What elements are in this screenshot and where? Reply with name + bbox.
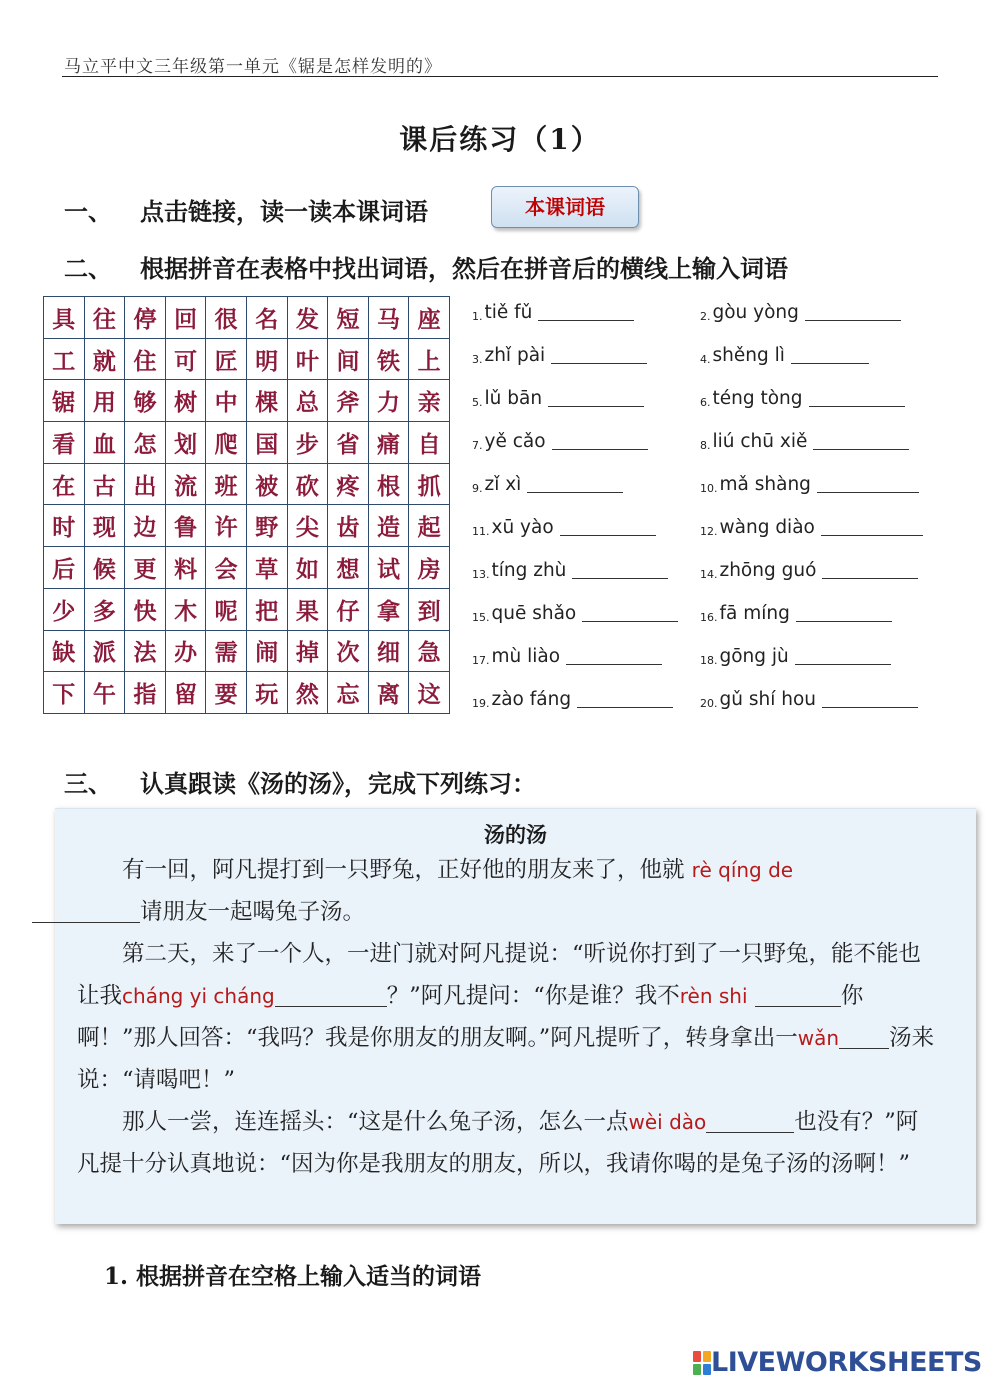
story-paragraph-1: [77, 849, 937, 933]
pinyin-exercise-item: [472, 560, 668, 581]
grid-cell: 然: [287, 672, 328, 714]
pinyin-exercise-item: [472, 646, 662, 667]
answer-line[interactable]: [552, 431, 648, 450]
story-text: 第二天，来了一个人，一进门就对阿凡提说：“听说你打到了一只野兔，能不能也让我: [77, 941, 922, 1009]
grid-cell: 座: [409, 297, 450, 339]
grid-cell: 候: [84, 547, 125, 589]
exercise-number: 6.: [700, 396, 711, 409]
exercise-pinyin: zào fáng: [491, 689, 572, 710]
grid-cell: 血: [84, 422, 125, 464]
exercise-number: 7.: [472, 439, 483, 452]
grid-cell: 更: [125, 547, 166, 589]
story-text: 你啊！”那人回答：“我吗？我是你朋友的朋友啊。”阿凡提听了，转身拿出一: [77, 983, 864, 1051]
grid-cell: 回: [165, 297, 206, 339]
grid-cell: 多: [84, 588, 125, 630]
grid-cell: 古: [84, 463, 125, 505]
grid-cell: 后: [44, 547, 85, 589]
grid-cell: 少: [44, 588, 85, 630]
exercise-number: 17.: [472, 654, 490, 667]
story-paragraph-3: [77, 1101, 937, 1185]
grid-cell: 呢: [206, 588, 247, 630]
exercise-pinyin: zǐ xì: [484, 474, 522, 495]
grid-cell: 尖: [287, 505, 328, 547]
grid-cell: 工: [44, 338, 85, 380]
answer-line[interactable]: [551, 345, 647, 364]
grid-cell: 掉: [287, 630, 328, 672]
grid-cell: 上: [409, 338, 450, 380]
grid-cell: 间: [328, 338, 369, 380]
grid-cell: 根: [368, 463, 409, 505]
grid-cell: 够: [125, 380, 166, 422]
section-2-text: 根据拼音在表格中找出词语，然后在拼音后的横线上输入词语: [140, 254, 788, 283]
grid-cell: 拿: [368, 588, 409, 630]
answer-line[interactable]: [817, 474, 919, 493]
exercise-pinyin: tíng zhù: [491, 560, 567, 581]
grid-cell: 会: [206, 547, 247, 589]
exercise-pinyin: gǔ shí hou: [719, 689, 817, 710]
exercise-pinyin: tiě fǔ: [484, 302, 533, 323]
liveworksheets-logo-icon: [693, 1351, 711, 1375]
grid-cell: 料: [165, 547, 206, 589]
lesson-words-link-button[interactable]: 本课词语: [491, 186, 639, 228]
grid-cell: 树: [165, 380, 206, 422]
exercise-pinyin: téng tòng: [712, 388, 803, 409]
grid-cell: 看: [44, 422, 85, 464]
grid-cell: 力: [368, 380, 409, 422]
grid-cell: 中: [206, 380, 247, 422]
task-1-instruction: 1. 根据拼音在空格上输入适当的词语: [104, 1263, 482, 1290]
pinyin-hint: wèi dào: [628, 1110, 707, 1134]
grid-cell: 缺: [44, 630, 85, 672]
story-text: 汤来说：“请喝吧！”: [77, 1025, 935, 1093]
grid-cell: 果: [287, 588, 328, 630]
grid-cell: 爬: [206, 422, 247, 464]
grid-cell: 鲁: [165, 505, 206, 547]
exercise-pinyin: liú chū xiě: [712, 431, 808, 452]
grid-cell: 法: [125, 630, 166, 672]
grid-row: [44, 338, 450, 380]
story-title: 汤的汤: [484, 822, 547, 847]
grid-cell: 午: [84, 672, 125, 714]
grid-cell: 起: [409, 505, 450, 547]
pinyin-exercise-item: [472, 431, 648, 452]
story-panel: [55, 808, 976, 1224]
grid-cell: 房: [409, 547, 450, 589]
grid-cell: 时: [44, 505, 85, 547]
exercise-pinyin: shěng lì: [712, 345, 785, 366]
story-body: [77, 849, 937, 1185]
grid-cell: 往: [84, 297, 125, 339]
exercise-pinyin: lǔ bān: [484, 388, 543, 409]
grid-cell: 划: [165, 422, 206, 464]
grid-cell: 要: [206, 672, 247, 714]
pinyin-exercise-item: [472, 302, 634, 323]
pinyin-exercise-item: [700, 388, 905, 409]
exercise-number: 4.: [700, 353, 711, 366]
pinyin-hint: rè qíng de: [691, 858, 794, 882]
pinyin-exercise-item: [472, 388, 644, 409]
exercise-pinyin: fā míng: [719, 603, 790, 624]
grid-row: [44, 380, 450, 422]
grid-cell: 草: [246, 547, 287, 589]
logo-wordmark: LIVEWORKSHEETS: [711, 1347, 982, 1378]
grid-cell: 如: [287, 547, 328, 589]
grid-cell: 细: [368, 630, 409, 672]
grid-cell: 具: [44, 297, 85, 339]
grid-cell: 需: [206, 630, 247, 672]
exercise-number: 14.: [700, 568, 718, 581]
answer-line[interactable]: [548, 388, 644, 407]
answer-line[interactable]: [805, 302, 901, 321]
answer-line[interactable]: [572, 560, 668, 579]
answer-line[interactable]: [560, 517, 656, 536]
grid-cell: 用: [84, 380, 125, 422]
answer-line[interactable]: [796, 603, 892, 622]
answer-line[interactable]: [791, 345, 869, 364]
answer-blank[interactable]: [839, 1028, 889, 1049]
exercise-number: 12.: [700, 525, 718, 538]
grid-cell: 锯: [44, 380, 85, 422]
exercise-pinyin: gòu yòng: [712, 302, 799, 323]
pinyin-exercise-item: [472, 517, 656, 538]
pinyin-exercise-item: [472, 689, 673, 710]
pinyin-hint: wǎn: [797, 1026, 840, 1050]
exercise-number: 16.: [700, 611, 718, 624]
exercise-number: 15.: [472, 611, 490, 624]
pinyin-exercise-list: [472, 296, 942, 716]
section-1-text: 点击链接，读一读本课词语: [140, 197, 428, 226]
answer-blank[interactable]: [755, 986, 841, 1007]
pinyin-exercise-item: [700, 646, 891, 667]
grid-row: [44, 630, 450, 672]
grid-cell: 闹: [246, 630, 287, 672]
grid-cell: 疼: [328, 463, 369, 505]
answer-line[interactable]: [566, 646, 662, 665]
grid-cell: 下: [44, 672, 85, 714]
grid-cell: 离: [368, 672, 409, 714]
exercise-number: 2.: [700, 310, 711, 323]
liveworksheets-logo: [693, 1347, 982, 1377]
exercise-pinyin: xū yào: [491, 517, 554, 538]
grid-row: [44, 422, 450, 464]
pinyin-exercise-item: [472, 345, 647, 366]
answer-line[interactable]: [813, 431, 909, 450]
grid-cell: 木: [165, 588, 206, 630]
grid-cell: 边: [125, 505, 166, 547]
grid-cell: 把: [246, 588, 287, 630]
answer-line[interactable]: [582, 603, 678, 622]
grid-cell: 快: [125, 588, 166, 630]
course-header: 马立平中文三年级第一单元《锯是怎样发明的》: [64, 57, 442, 77]
grid-row: [44, 505, 450, 547]
answer-blank[interactable]: [706, 1112, 794, 1133]
grid-cell: 被: [246, 463, 287, 505]
grid-cell: 匠: [206, 338, 247, 380]
answer-line[interactable]: [822, 689, 918, 708]
pinyin-hint: cháng yi cháng: [122, 984, 275, 1008]
grid-cell: 步: [287, 422, 328, 464]
answer-blank[interactable]: [32, 902, 140, 923]
header-divider: [62, 76, 938, 77]
answer-blank[interactable]: [275, 986, 387, 1007]
exercise-number: 11.: [472, 525, 490, 538]
exercise-pinyin: quē shǎo: [491, 603, 577, 624]
grid-cell: 停: [125, 297, 166, 339]
exercise-number: 13.: [472, 568, 490, 581]
grid-cell: 省: [328, 422, 369, 464]
section-2-heading: [64, 249, 788, 284]
pinyin-hint: rèn shi: [679, 984, 748, 1008]
grid-cell: 想: [328, 547, 369, 589]
answer-line[interactable]: [538, 302, 634, 321]
grid-cell: 住: [125, 338, 166, 380]
grid-cell: 仔: [328, 588, 369, 630]
section-3-text: 认真跟读《汤的汤》，完成下列练习：: [140, 769, 536, 798]
grid-cell: 到: [409, 588, 450, 630]
grid-cell: 抓: [409, 463, 450, 505]
answer-line[interactable]: [527, 474, 623, 493]
story-paragraph-2: [77, 933, 937, 1101]
grid-cell: 怎: [125, 422, 166, 464]
grid-cell: 就: [84, 338, 125, 380]
grid-cell: 次: [328, 630, 369, 672]
grid-cell: 急: [409, 630, 450, 672]
story-text: ？”阿凡提问：“你是谁？我不: [386, 983, 680, 1009]
exercise-pinyin: mǎ shàng: [719, 474, 811, 495]
pinyin-exercise-item: [700, 431, 909, 452]
section-1-number: 一、: [64, 197, 112, 226]
exercise-pinyin: zhǐ pài: [484, 345, 546, 366]
pinyin-exercise-item: [700, 603, 892, 624]
grid-cell: 班: [206, 463, 247, 505]
grid-cell: 很: [206, 297, 247, 339]
grid-cell: 痛: [368, 422, 409, 464]
story-text: 也没有？”阿凡提十分认真地说：“因为你是我朋友的朋友，所以，我请你喝的是兔子汤的汤啊！”: [77, 1109, 919, 1177]
answer-line[interactable]: [821, 517, 923, 536]
exercise-number: 18.: [700, 654, 718, 667]
section-3-heading: [64, 764, 536, 799]
exercise-number: 10.: [700, 482, 718, 495]
grid-cell: 试: [368, 547, 409, 589]
grid-cell: 造: [368, 505, 409, 547]
grid-row: [44, 463, 450, 505]
pinyin-exercise-item: [700, 345, 869, 366]
grid-cell: 名: [246, 297, 287, 339]
grid-cell: 铁: [368, 338, 409, 380]
exercise-pinyin: gōng jù: [719, 646, 789, 667]
grid-row: [44, 588, 450, 630]
grid-cell: 野: [246, 505, 287, 547]
section-1-heading: [64, 192, 428, 227]
grid-cell: 棵: [246, 380, 287, 422]
pinyin-exercise-item: [700, 689, 918, 710]
answer-line[interactable]: [822, 560, 918, 579]
pinyin-exercise-item: [700, 474, 919, 495]
section-2-number: 二、: [64, 254, 112, 283]
answer-line[interactable]: [795, 646, 891, 665]
grid-cell: 办: [165, 630, 206, 672]
grid-cell: 现: [84, 505, 125, 547]
grid-cell: 留: [165, 672, 206, 714]
exercise-number: 20.: [700, 697, 718, 710]
section-3-number: 三、: [64, 769, 112, 798]
exercise-pinyin: mù liào: [491, 646, 561, 667]
grid-cell: 流: [165, 463, 206, 505]
grid-row: [44, 547, 450, 589]
grid-cell: 总: [287, 380, 328, 422]
page-title: 课后练习（1）: [399, 123, 601, 156]
exercise-number: 3.: [472, 353, 483, 366]
grid-cell: 齿: [328, 505, 369, 547]
grid-cell: 自: [409, 422, 450, 464]
grid-cell: 明: [246, 338, 287, 380]
exercise-pinyin: wàng diào: [719, 517, 815, 538]
grid-cell: 砍: [287, 463, 328, 505]
grid-cell: 短: [328, 297, 369, 339]
exercise-number: 1.: [472, 310, 483, 323]
story-text: 请朋友一起喝兔子汤。: [140, 899, 366, 925]
story-text: 那人一尝，连连摇头：“这是什么兔子汤，怎么一点: [122, 1109, 629, 1135]
pinyin-exercise-item: [700, 560, 918, 581]
exercise-number: 19.: [472, 697, 490, 710]
grid-cell: 许: [206, 505, 247, 547]
pinyin-exercise-item: [700, 302, 901, 323]
grid-cell: 叶: [287, 338, 328, 380]
grid-cell: 可: [165, 338, 206, 380]
pinyin-exercise-item: [472, 603, 678, 624]
pinyin-exercise-item: [472, 474, 623, 495]
grid-cell: 亲: [409, 380, 450, 422]
exercise-number: 9.: [472, 482, 483, 495]
answer-line[interactable]: [809, 388, 905, 407]
grid-row: [44, 672, 450, 714]
grid-row: [44, 297, 450, 339]
pinyin-exercise-item: [700, 517, 923, 538]
grid-cell: 国: [246, 422, 287, 464]
grid-cell: 这: [409, 672, 450, 714]
grid-cell: 玩: [246, 672, 287, 714]
grid-cell: 马: [368, 297, 409, 339]
exercise-pinyin: zhōng guó: [719, 560, 817, 581]
grid-cell: 斧: [328, 380, 369, 422]
exercise-number: 5.: [472, 396, 483, 409]
grid-cell: 派: [84, 630, 125, 672]
character-grid: [43, 296, 450, 714]
exercise-pinyin: yě cǎo: [484, 431, 546, 452]
story-text: 有一回，阿凡提打到一只野兔，正好他的朋友来了，他就: [122, 857, 685, 883]
grid-cell: 发: [287, 297, 328, 339]
grid-cell: 指: [125, 672, 166, 714]
grid-cell: 在: [44, 463, 85, 505]
answer-line[interactable]: [577, 689, 673, 708]
exercise-number: 8.: [700, 439, 711, 452]
grid-cell: 忘: [328, 672, 369, 714]
grid-cell: 出: [125, 463, 166, 505]
